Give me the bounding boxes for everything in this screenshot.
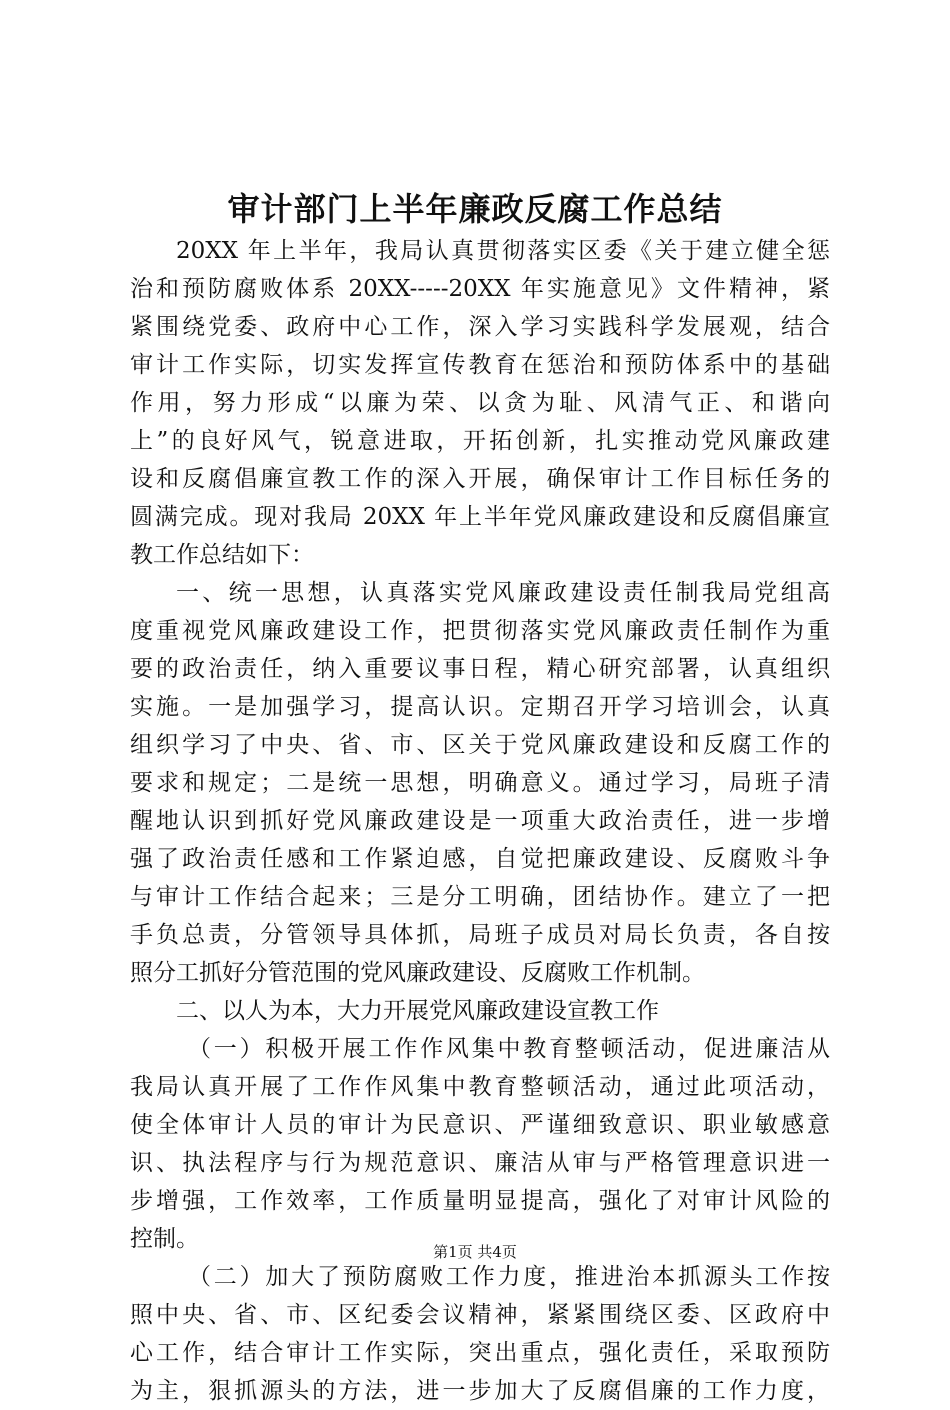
text-line: 教工作总结如下： [130,542,314,568]
text-line: 为主，狠抓源头的方法，进一步加大了反腐倡廉的工作力度， [130,1378,830,1404]
text-line: 上”的良好风气，锐意进取，开拓创新，扎实推动党风廉政建 [130,428,830,454]
text-line: 我局认真开展了工作作风集中教育整顿活动，通过此项活动， [130,1074,830,1100]
text-line: 设和反腐倡廉宣教工作的深入开展，确保审计工作目标任务的 [130,466,830,492]
text-line: 20XX 年上半年，我局认真贯彻落实区委《关于建立健全惩 [176,238,830,264]
text-line: 治和预防腐败体系 20XX-----20XX 年实施意见》文件精神，紧 [130,276,830,302]
text-line: 作用，努力形成“以廉为荣、以贪为耻、风清气正、和谐向 [130,390,830,416]
text-line: （二）加大了预防腐败工作力度，推进治本抓源头工作按 [188,1264,830,1290]
text-line: 圆满完成。现对我局 20XX 年上半年党风廉政建设和反腐倡廉宣 [130,504,830,530]
text-line: 审计工作实际，切实发挥宣传教育在惩治和预防体系中的基础 [130,352,830,378]
text-line: 要的政治责任，纳入重要议事日程，精心研究部署，认真组织 [130,656,830,682]
text-line: 醒地认识到抓好党风廉政建设是一项重大政治责任，进一步增 [130,808,830,834]
text-line: （一）积极开展工作作风集中教育整顿活动，促进廉洁从 [188,1036,830,1062]
text-line: 控制。 [130,1226,199,1252]
text-line: 手负总责，分管领导具体抓，局班子成员对局长负责，各自按 [130,922,830,948]
document-title: 审计部门上半年廉政反腐工作总结 [227,190,723,228]
text-line: 与审计工作结合起来；三是分工明确，团结协作。建立了一把 [130,884,830,910]
text-line: 要求和规定；二是统一思想，明确意义。通过学习，局班子清 [130,770,830,796]
text-line: 实施。一是加强学习，提高认识。定期召开学习培训会，认真 [130,694,830,720]
section-heading: 二、以人为本，大力开展党风廉政建设宣教工作 [176,998,659,1024]
document-body [130,232,830,1410]
text-line: 照中央、省、市、区纪委会议精神，紧紧围绕区委、区政府中 [130,1302,830,1328]
text-line: 紧围绕党委、政府中心工作，深入学习实践科学发展观，结合 [130,314,830,340]
page-number: 第1页 共4页 [433,1243,517,1261]
text-line: 心工作，结合审计工作实际，突出重点，强化责任，采取预防 [130,1340,830,1366]
text-line: 度重视党风廉政建设工作，把贯彻落实党风廉政责任制作为重 [130,618,830,644]
text-line: 组织学习了中央、省、市、区关于党风廉政建设和反腐工作的 [130,732,830,758]
text-line: 识、执法程序与行为规范意识、廉洁从审与严格管理意识进一 [130,1150,830,1176]
text-line: 一、统一思想，认真落实党风廉政建设责任制我局党组高 [176,580,830,606]
text-line: 强了政治责任感和工作紧迫感，自觉把廉政建设、反腐败斗争 [130,846,830,872]
text-line: 照分工抓好分管范围的党风廉政建设、反腐败工作机制。 [130,960,705,986]
text-line: 使全体审计人员的审计为民意识、严谨细致意识、职业敏感意 [130,1112,830,1138]
text-line: 步增强，工作效率，工作质量明显提高，强化了对审计风险的 [130,1188,830,1214]
